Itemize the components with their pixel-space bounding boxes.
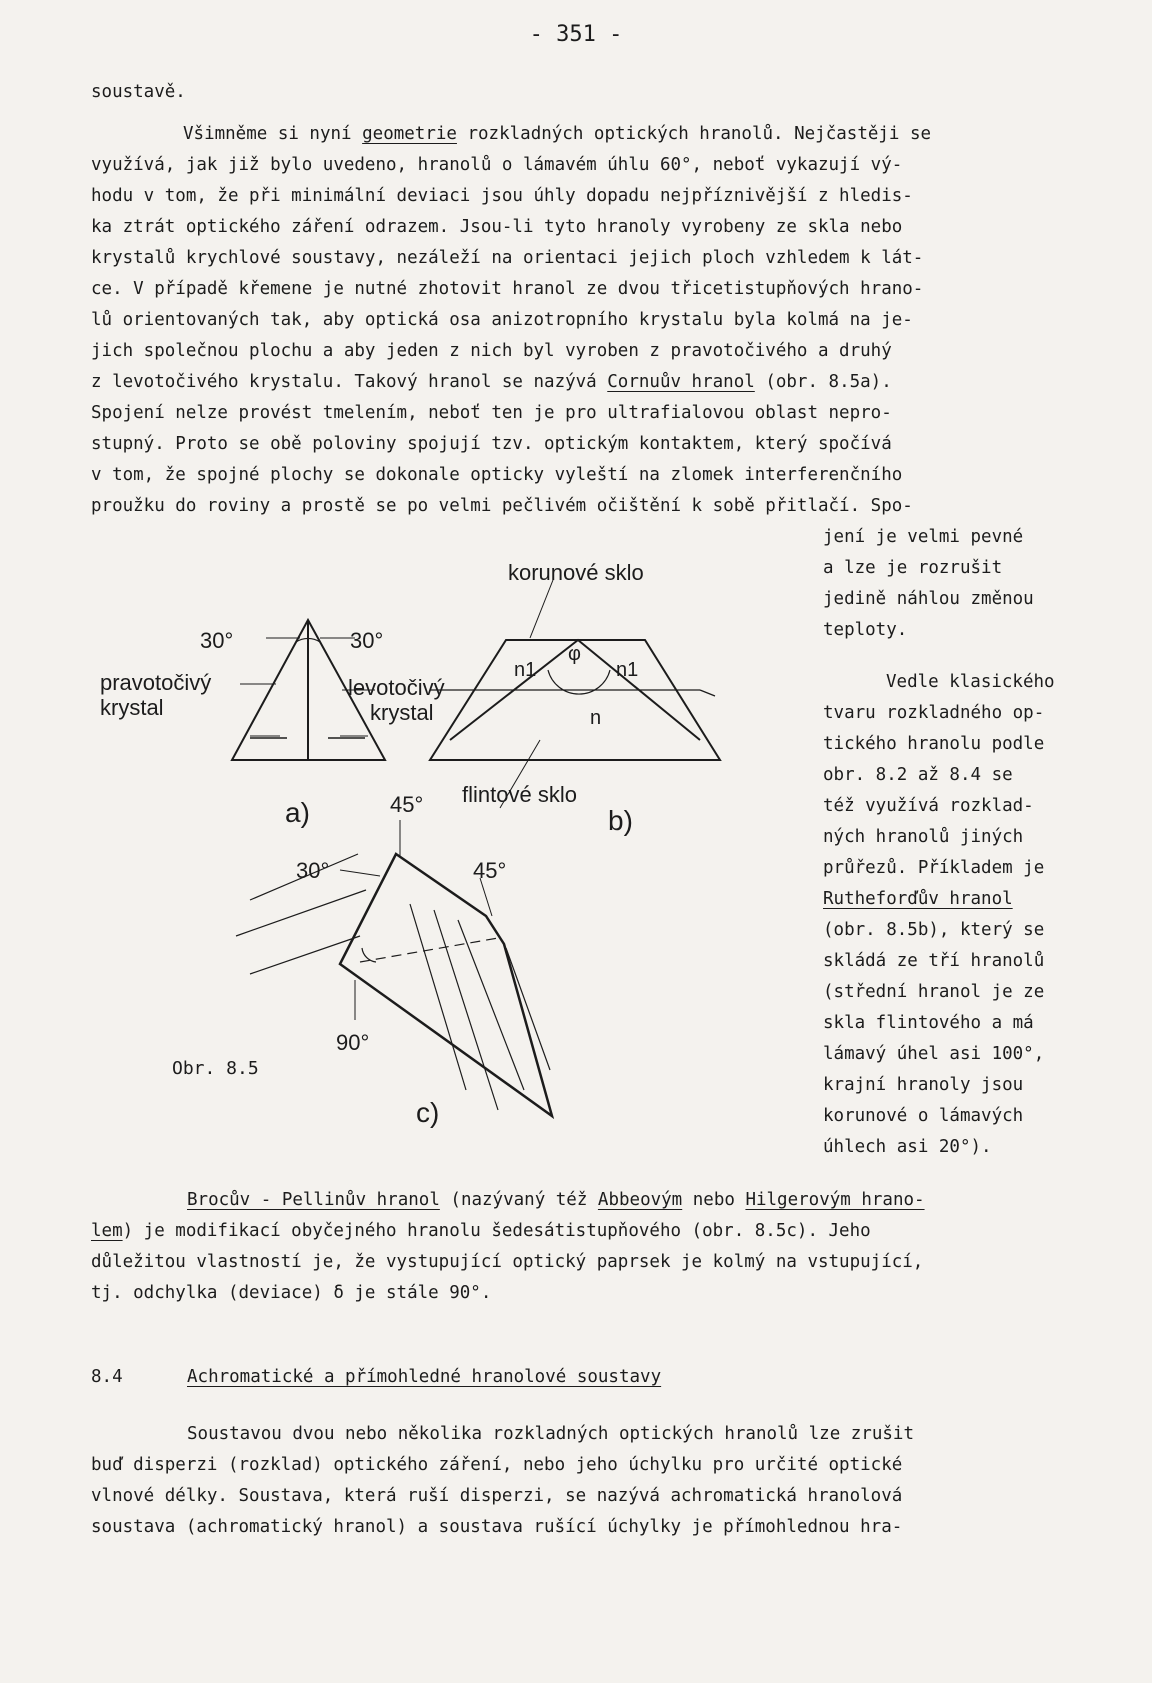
text-line: krystalů krychlové soustavy, nezáleží na orientaci jejich ploch vzhledem k lát- <box>91 248 924 268</box>
text-line: vlnové délky. Soustava, která ruší disperzi, se nazývá achromatická hranolová <box>91 1486 903 1506</box>
text-line: Rutheforďův hranol <box>823 889 1013 909</box>
figure-8-5-drawing <box>100 560 800 1140</box>
text-line: stupný. Proto se obě poloviny spojují tzv. optickým kontaktem, který spočívá <box>91 434 892 454</box>
label-korunove-sklo: korunové sklo <box>508 560 644 585</box>
figure-c-pellin-broca-prism <box>236 792 552 1128</box>
text-line: též využívá rozklad- <box>823 796 1034 816</box>
text-line: jení je velmi pevné <box>823 527 1024 547</box>
label-c: c) <box>416 1097 440 1128</box>
text-line: teploty. <box>823 620 908 640</box>
text-line: (obr. 8.5b), který se <box>823 920 1045 940</box>
text-line: skla flintového a má <box>823 1013 1034 1033</box>
text-line: 8.4 <box>91 1367 123 1387</box>
text-line: jedině náhlou změnou <box>823 589 1034 609</box>
label-krystal-left: krystal <box>100 695 164 720</box>
text-line: krajní hranoly jsou <box>823 1075 1024 1095</box>
text-line: buď disperzi (rozklad) optického záření, nebo jeho úchylku pro určité optické <box>91 1455 903 1475</box>
text-line: důležitou vlastností je, že vystupující optický paprsek je kolmý na vstupující, <box>91 1252 924 1272</box>
label-levotocivy: levotočivý <box>348 675 445 700</box>
label-b: b) <box>608 805 633 836</box>
text-line: Soustavou dvou nebo několika rozkladných optických hranolů lze zrušit <box>187 1424 914 1444</box>
figure-caption: Obr. 8.5 <box>172 1058 259 1079</box>
label-n1-right: n1 <box>616 659 639 681</box>
text-line: ka ztrát optického záření odrazem. Jsou-li tyto hranoly vyrobeny ze skla nebo <box>91 217 903 237</box>
text-line: korunové o lámavých <box>823 1106 1024 1126</box>
text-line: lámavý úhel asi 100°, <box>823 1044 1045 1064</box>
text-line: v tom, že spojné plochy se dokonale opticky vyleští na zlomek interferenčního <box>91 465 903 485</box>
text-line: hodu v tom, že při minimální deviaci jsou úhly dopadu nejpříznivější z hledis- <box>91 186 913 206</box>
text-line: proužku do roviny a prostě se po velmi pečlivém očištění k sobě přitlačí. Spo- <box>91 496 913 516</box>
text-line: využívá, jak již bylo uvedeno, hranolů o lámavém úhlu 60°, neboť vykazují vý- <box>91 155 903 175</box>
text-line: ce. V případě křemene je nutné zhotovit hranol ze dvou třicetistupňových hrano- <box>91 279 924 299</box>
angle-45-right-c: 45° <box>473 858 507 883</box>
text-line: Vedle klasického <box>886 672 1055 692</box>
text-line: soustavě. <box>91 82 186 102</box>
text-line: z levotočivého krystalu. Takový hranol se nazývá Cornuův hranol (obr. 8.5a). <box>91 372 892 392</box>
angle-30-right-a: 30° <box>350 628 384 653</box>
label-flintove-sklo: flintové sklo <box>462 782 577 807</box>
text-line: ných hranolů jiných <box>823 827 1024 847</box>
text-line: (střední hranol je ze <box>823 982 1045 1002</box>
text-line: Všimněme si nyní geometrie rozkladných optických hranolů. Nejčastěji se <box>183 124 932 144</box>
figure-b-rutherford-prism <box>430 560 720 836</box>
text-line: jich společnou plochu a aby jeden z nich byl vyroben z pravotočivého a druhý <box>91 341 892 361</box>
text-line: skládá ze tří hranolů <box>823 951 1045 971</box>
label-n: n <box>590 707 602 729</box>
prism-c-outline <box>340 854 552 1116</box>
angle-45-top-c: 45° <box>390 792 424 817</box>
text-line: tj. odchylka (deviace) δ je stále 90°. <box>91 1283 492 1303</box>
text-line: lem) je modifikací obyčejného hranolu šedesátistupňového (obr. 8.5c). Jeho <box>91 1221 871 1241</box>
angle-30-c: 30° <box>296 858 330 883</box>
label-krystal-right: krystal <box>370 700 434 725</box>
text-line: Brocův - Pellinův hranol (nazývaný též Abbeovým nebo Hilgerovým hrano- <box>187 1190 925 1210</box>
figure-8-5 <box>100 560 800 1140</box>
text-line: soustava (achromatický hranol) a soustava rušící úchylky je přímohlednou hra- <box>91 1517 903 1537</box>
text-line: lů orientovaných tak, aby optická osa anizotropního krystalu byla kolmá na je- <box>91 310 913 330</box>
label-n1-left: n1 <box>514 659 537 681</box>
text-line: průřezů. Příkladem je <box>823 858 1045 878</box>
text-line: úhlech asi 20°). <box>823 1137 992 1157</box>
text-line: Spojení nelze provést tmelením, neboť ten je pro ultrafialovou oblast nepro- <box>91 403 892 423</box>
angle-30-left-a: 30° <box>200 628 234 653</box>
text-line: tvaru rozkladného op- <box>823 703 1045 723</box>
label-pravotocivy: pravotočivý <box>100 670 212 695</box>
label-phi: φ <box>568 643 581 665</box>
text-line: Achromatické a přímohledné hranolové soustavy <box>187 1367 662 1387</box>
text-line: obr. 8.2 až 8.4 se <box>823 765 1013 785</box>
angle-90-c: 90° <box>336 1030 370 1055</box>
text-line: a lze je rozrušit <box>823 558 1003 578</box>
page-number: - 351 - <box>529 22 623 47</box>
text-line: tického hranolu podle <box>823 734 1045 754</box>
label-a: a) <box>285 797 310 828</box>
